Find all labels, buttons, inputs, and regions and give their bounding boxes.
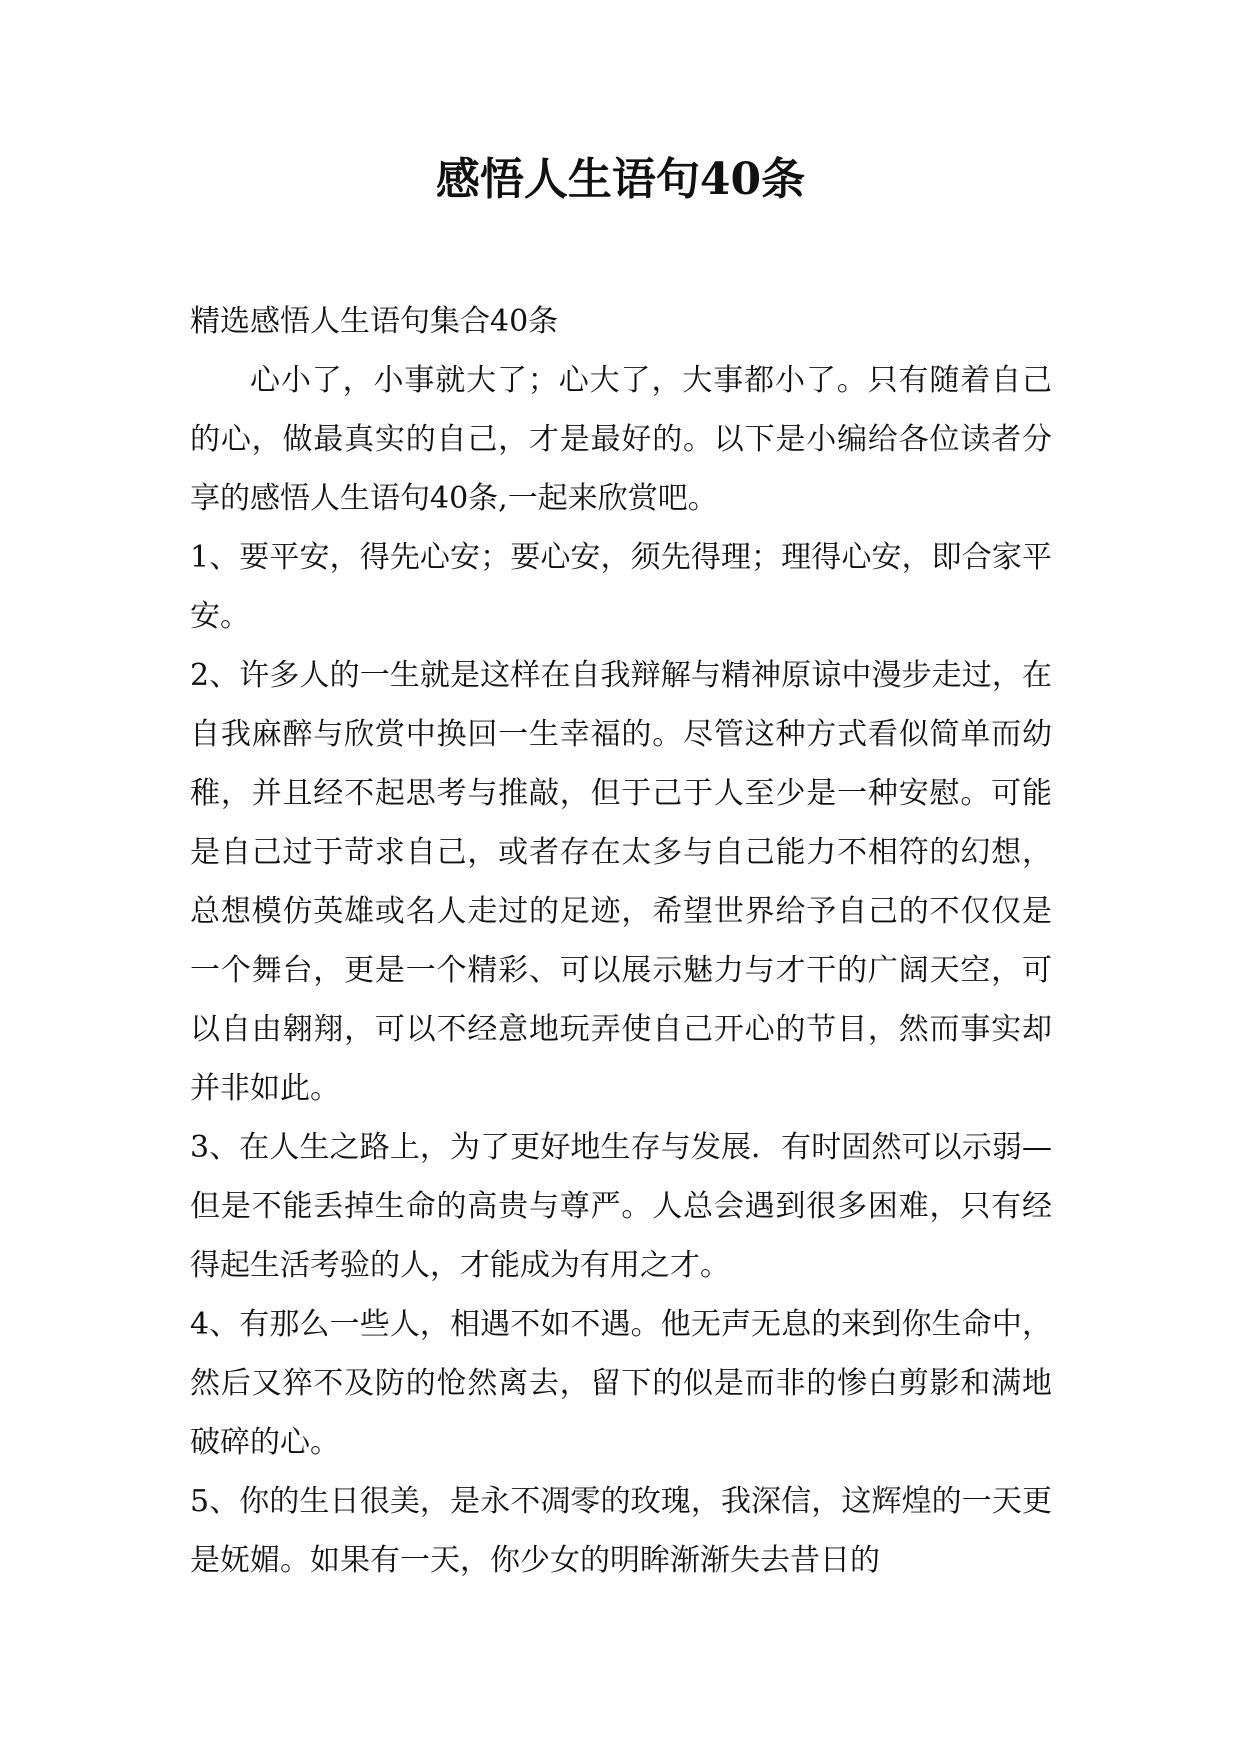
list-item: 2、许多人的一生就是这样在自我辩解与精神原谅中漫步走过，在自我麻醉与欣赏中换回一生幸福的。尽管这种方式看似简单而幼稚，并且经不起思考与推敲，但于己于人至少是一种安慰。可能是自己过于苛求自己，或者存在太多与自己能力不相符的幻想，总想模仿英雄或名人走过的足迹，希望世界给予自己的不仅仅是一个舞台，更是一个精彩、可以展示魅力与才干的广阔天空，可以自由翱翔，可以不经意地玩弄使自己开心的节目，然而事实却并非如此。	[190, 658, 1052, 1106]
list-item: 3、在人生之路上，为了更好地生存与发展．有时固然可以示弱—但是不能丢掉生命的高贵与尊严。人总会遇到很多困难，只有经得起生活考验的人，才能成为有用之才。	[190, 1130, 1052, 1283]
list-item: 4、有那么一些人，相遇不如不遇。他无声无息的来到你生命中，然后又猝不及防的怆然离去，留下的似是而非的惨白剪影和满地破碎的心。	[190, 1307, 1052, 1460]
list-item: 5、你的生日很美，是永不凋零的玫瑰，我深信，这辉煌的一天更是妩媚。如果有一天，你少女的明眸渐渐失去昔日的	[190, 1484, 1052, 1578]
document-title: 感悟人生语句40条	[435, 154, 806, 205]
list-item: 1、要平安，得先心安；要心安，须先得理；理得心安，即合家平安。	[190, 540, 1052, 634]
document-subtitle: 精选感悟人生语句集合40条	[190, 304, 559, 339]
intro-paragraph: 心小了，小事就大了；心大了，大事都小了。只有随着自己的心，做最真实的自己，才是最好的。以下是小编给各位读者分享的感悟人生语句40条,一起来欣赏吧。	[190, 363, 1052, 516]
document-body	[190, 292, 1052, 1590]
